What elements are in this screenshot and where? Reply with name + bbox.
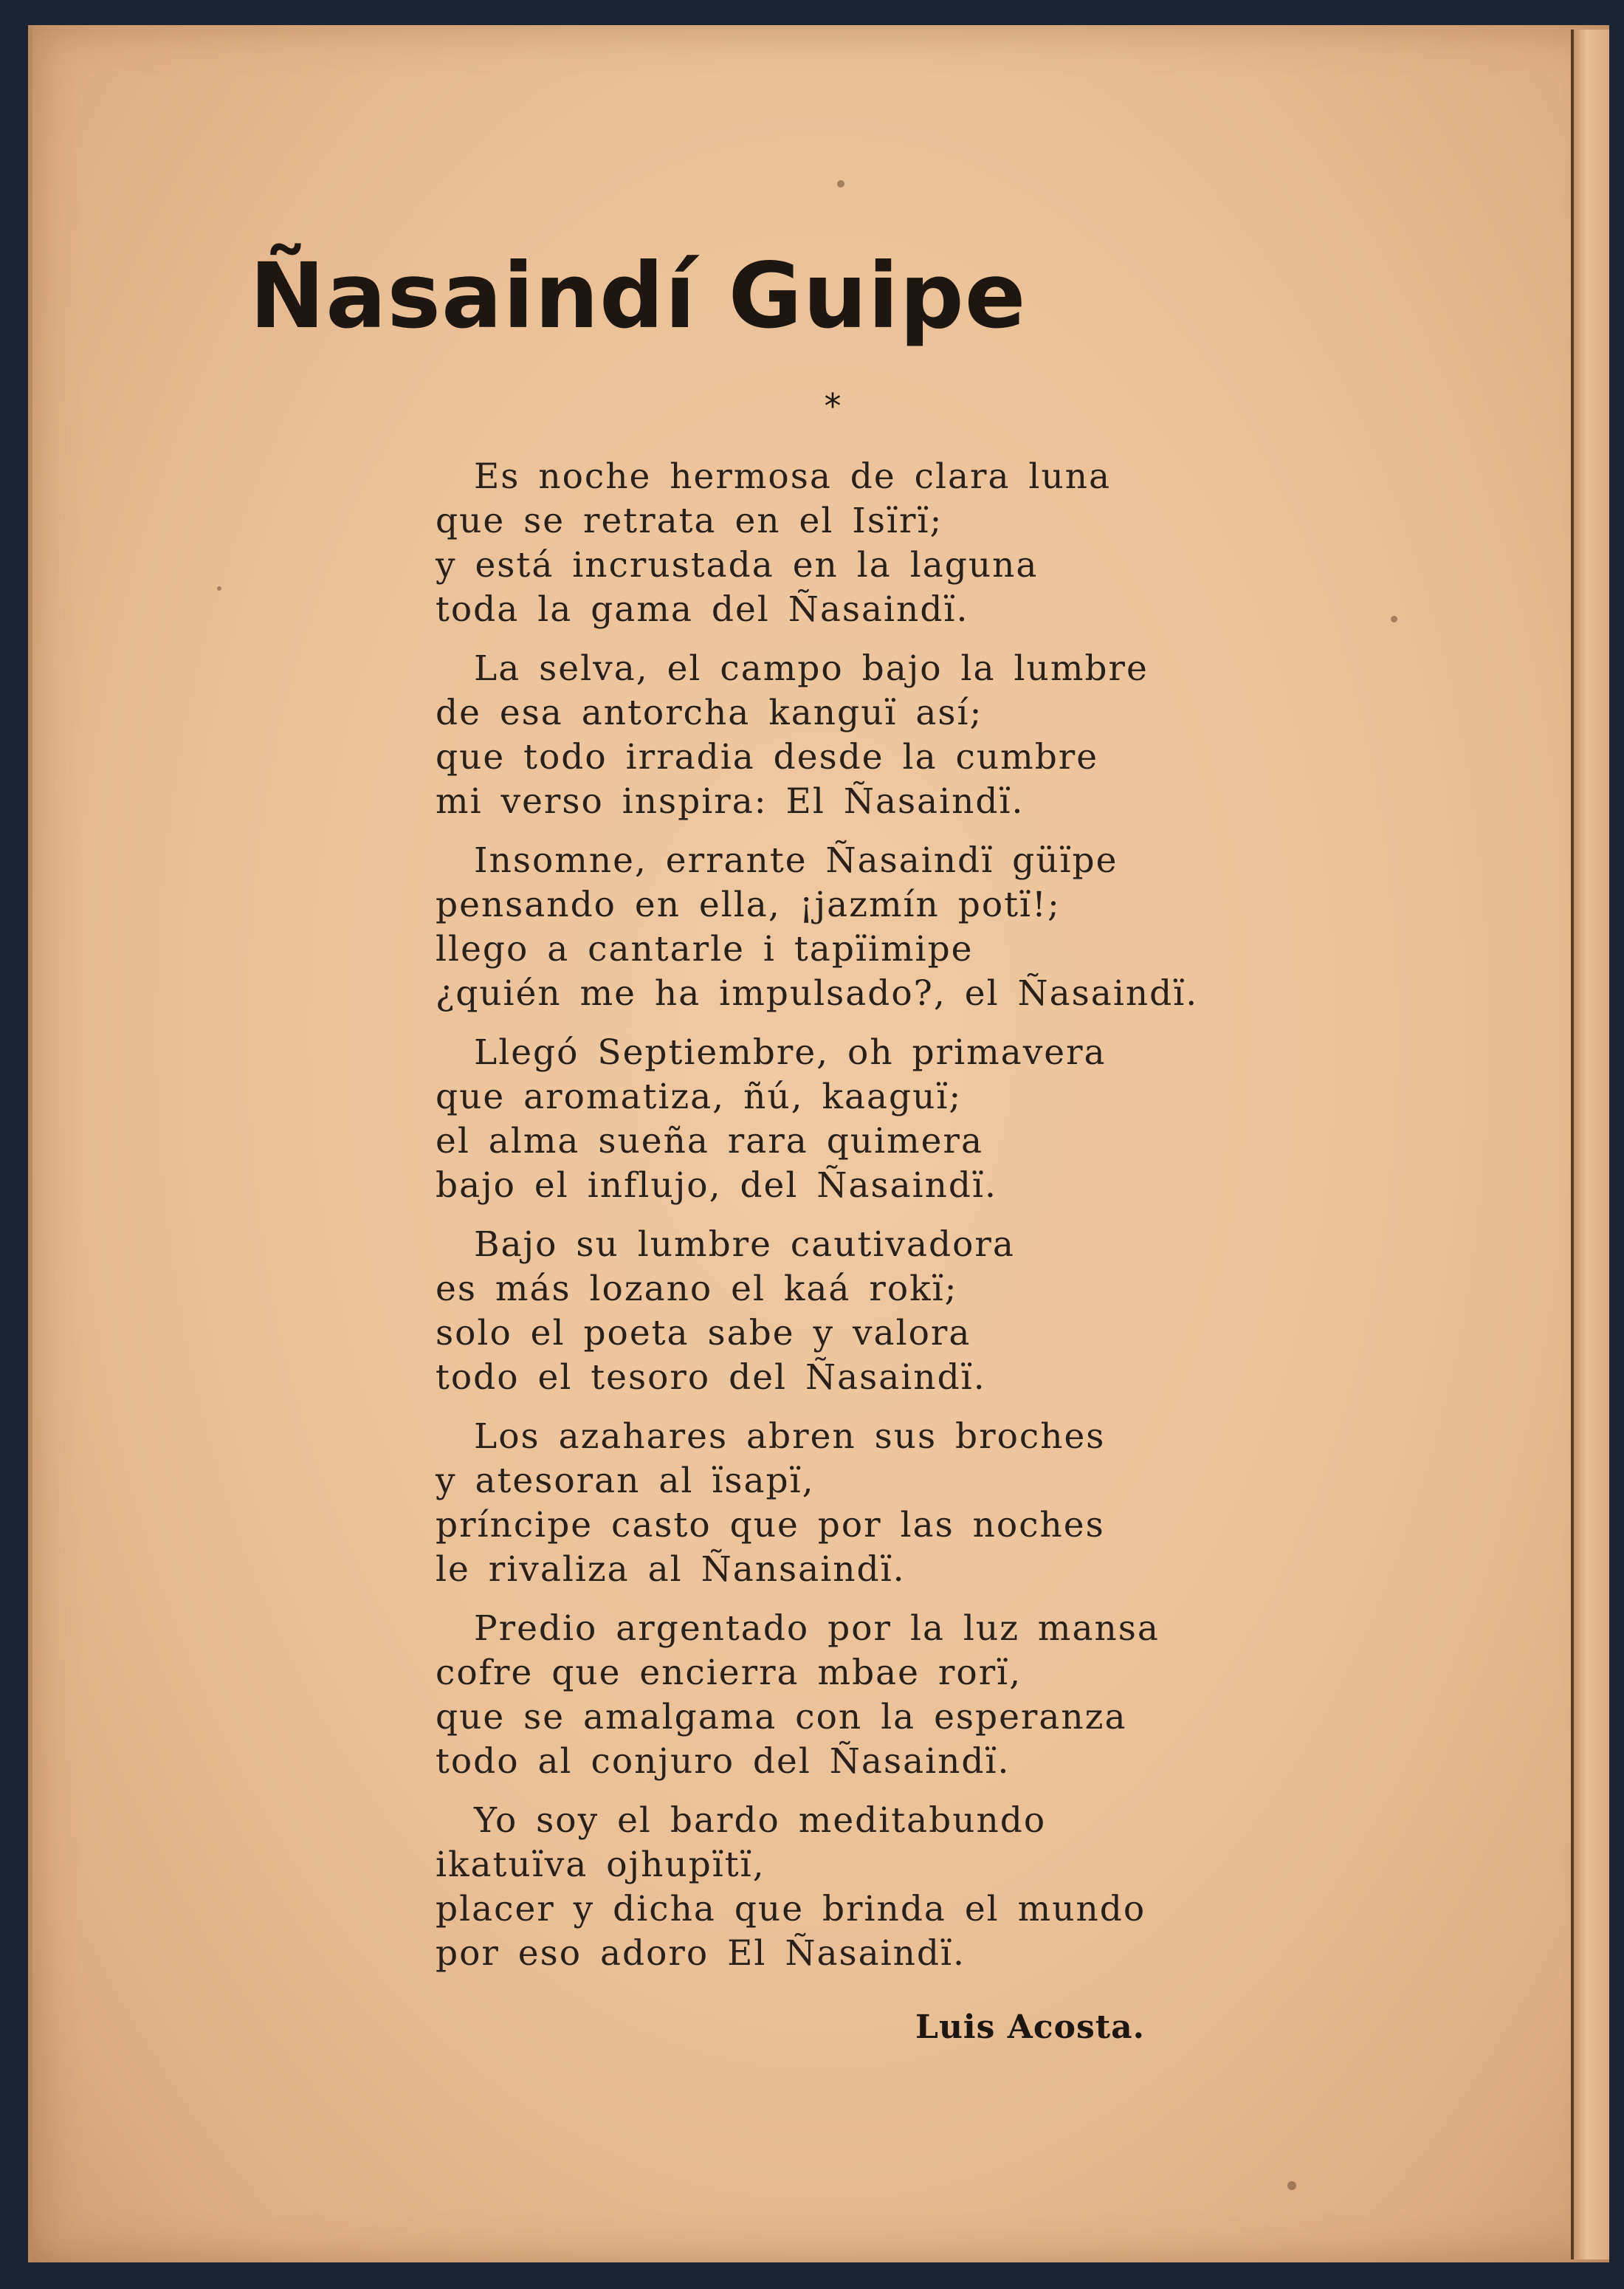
poem-line: y está incrustada en la laguna	[436, 545, 1039, 586]
poem-line: mi verso inspira: El Ñasaindï.	[436, 781, 1025, 822]
poem-line: que se amalgama con la esperanza	[436, 1697, 1127, 1737]
poem-line: por eso adoro El Ñasaindï.	[436, 1933, 966, 1974]
stanza	[436, 647, 1248, 824]
poem-line: todo el tesoro del Ñasaindï.	[436, 1357, 986, 1398]
stanza	[436, 1223, 1248, 1400]
poem-line: La selva, el campo bajo la lumbre	[474, 648, 1149, 689]
scan-edge	[1609, 0, 1624, 2289]
poem-line: Predio argentado por la luz mansa	[474, 1608, 1160, 1649]
poem-line: Bajo su lumbre cautivadora	[474, 1224, 1015, 1265]
paper-speck	[1287, 2181, 1296, 2190]
poem-line: cofre que encierra mbae rorï,	[436, 1653, 1022, 1693]
poem-line: Insomne, errante Ñasaindï güïpe	[474, 840, 1118, 881]
poem-line: llego a cantarle i tapïimipe	[436, 929, 974, 970]
stanza	[436, 1415, 1248, 1592]
poem-line: es más lozano el kaá rokï;	[436, 1269, 958, 1309]
poem-line: y atesoran al ïsapï,	[436, 1461, 815, 1501]
poem-line: de esa antorcha kanguï así;	[436, 693, 983, 733]
poem-line: le rivaliza al Ñansaindï.	[436, 1549, 906, 1590]
paper-speck	[1391, 616, 1397, 622]
paper-speck	[217, 586, 221, 591]
stanza	[436, 1031, 1248, 1208]
poem-line: Llegó Septiembre, oh primavera	[474, 1032, 1107, 1073]
stanza	[436, 455, 1248, 632]
author-signature: Luis Acosta.	[915, 2008, 1145, 2046]
poem-body	[436, 455, 1248, 1991]
poem-line: Los azahares abren sus broches	[474, 1416, 1106, 1457]
poem-line: Yo soy el bardo meditabundo	[474, 1800, 1047, 1841]
poem-line: pensando en ella, ¡jazmín potï!;	[436, 885, 1061, 925]
poem-line: todo al conjuro del Ñasaindï.	[436, 1741, 1011, 1782]
paper-speck	[837, 180, 844, 188]
poem-line: placer y dicha que brinda el mundo	[436, 1889, 1146, 1929]
poem-title: Ñasaindí Guipe	[250, 244, 1027, 349]
poem-line: solo el poeta sabe y valora	[436, 1313, 971, 1353]
poem-line: que aromatiza, ñú, kaaguï;	[436, 1077, 963, 1117]
asterisk-ornament-icon: *	[824, 386, 842, 426]
poem-line: bajo el influjo, del Ñasaindï.	[436, 1165, 997, 1206]
stanza	[436, 839, 1248, 1016]
poem-line: príncipe casto que por las noches	[436, 1505, 1105, 1545]
stanza	[436, 1607, 1248, 1784]
book-gutter	[1571, 30, 1611, 2259]
poem-line: ¿quién me ha impulsado?, el Ñasaindï.	[436, 973, 1199, 1014]
poem-line: el alma sueña rara quimera	[436, 1121, 983, 1161]
poem-line: ikatuïva ojhupïtï,	[436, 1844, 765, 1885]
stanza	[436, 1799, 1248, 1976]
poem-line: que se retrata en el Isïrï;	[436, 501, 943, 541]
poem-line: Es noche hermosa de clara luna	[474, 456, 1112, 497]
poem-line: que todo irradia desde la cumbre	[436, 737, 1099, 778]
poem-line: toda la gama del Ñasaindï.	[436, 589, 969, 630]
